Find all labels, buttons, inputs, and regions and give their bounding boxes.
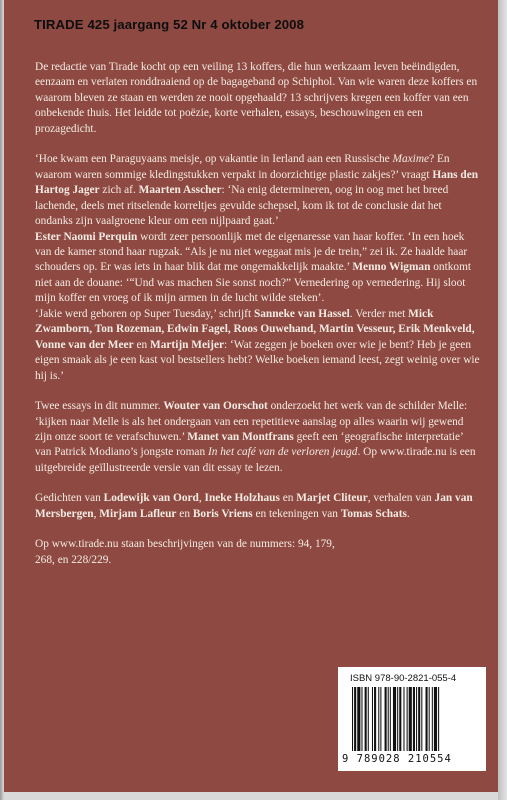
- isbn-barcode: [338, 667, 486, 771]
- italic-title: Maxime: [392, 153, 430, 166]
- ean-digits: 9 789028 210554: [342, 753, 452, 765]
- page-edge: [498, 0, 507, 800]
- isbn-label: ISBN 978-90-2821-055-4: [350, 673, 457, 684]
- author-name: Tomas Schats: [340, 507, 407, 520]
- text: ‘Jakie werd geboren op Super Tuesday,’ schrijft: [35, 307, 254, 320]
- text: onderzoekt het werk van de schilder Melle: ‘kijken naar Melle is als het ondergaan van een repetitieve aanslag op alles waarin wij gewend zijn onze soort te verafschuwen.’: [35, 400, 468, 443]
- paragraph-essays: [35, 399, 482, 476]
- author-name: Hans den Hartog Jager: [35, 168, 479, 197]
- italic-title: In het café van de verloren jeugd: [207, 446, 358, 459]
- paragraph-perquin-wigman: [35, 230, 482, 307]
- issue-header: TIRADE 425 jaargang 52 Nr 4 oktober 2008: [34, 17, 305, 32]
- text: en: [133, 338, 151, 351]
- author-name: Menno Wigman: [352, 261, 431, 274]
- author-name: Maarten Asscher: [138, 184, 222, 197]
- author-name: Wouter van Oorschot: [163, 400, 268, 413]
- text: geeft een ‘geografische interpretatie’ van Patrick Modiano’s jongste roman: [35, 430, 463, 459]
- text: en: [176, 507, 193, 520]
- author-name: Mirjam Lafleur: [99, 507, 177, 520]
- text: Gedichten van: [35, 492, 104, 505]
- author-name: Marjet Cliteur: [296, 492, 368, 505]
- text: en: [279, 492, 297, 505]
- text: ‘Hoe kwam een Paraguyaans meisje, op vakantie in Ierland aan een Russische: [35, 153, 393, 166]
- text: zich af.: [99, 184, 139, 197]
- barcode-icon: [350, 687, 474, 751]
- text: ,: [93, 507, 100, 520]
- author-name: Martijn Meijer: [150, 338, 225, 351]
- text: Twee essays in dit nummer.: [35, 400, 164, 413]
- intro-paragraph: De redactie van Tirade kocht op een veiling 13 koffers, die hun werkzaam leven beëindigden, eenzaam en verlaten ronddraaiend op de bagageband op Schiphol. Van wie waren deze koffers en waarom bleven ze staan en werden ze nooit opgehaald? 13 schrijvers kregen een koffer van een onbekende thuis. Het leidde tot poëzie, korte verhalen, essays, beschouwingen en een prozagedicht.: [35, 61, 478, 135]
- paragraph-hartog-asscher: [35, 152, 482, 229]
- text: . Op www.tirade.nu is een uitgebreide geïllustreerde versie van dit essay te lezen.: [35, 446, 476, 474]
- author-name: Sanneke van Hassel: [253, 307, 350, 320]
- text: wordt zeer persoonlijk met de eigenaresse van haar koffer. ‘In een hoek van de kamer stond haar rugzak. “Als je nu niet weggaat mis je de trein,” zei ik. Ze haalde haar schouders op. Er was iets in haar blik dat me ongemakkelijk maakte.’: [35, 230, 468, 274]
- text: ,: [198, 492, 205, 505]
- blurb-text: [35, 60, 482, 583]
- text: en tekeningen van: [252, 507, 341, 520]
- text: ? En waarom waren sommige kledingstukken verpakt in doorzichtige plastic zakjes?’ vraagt: [35, 153, 450, 181]
- author-name: Lodewijk van Oord: [103, 492, 199, 505]
- author-name: Jan van Mersbergen: [35, 492, 473, 520]
- text: : ‘Wat zeggen je boeken over wie je bent? Heb je geen eigen smaak als je een kast vol bestsellers hebt? Welke boeken iemand leest, zegt weinig over wie hij is.’: [35, 338, 480, 382]
- paragraph-contributors: [35, 491, 482, 522]
- author-name: Boris Vriens: [192, 507, 253, 520]
- paragraph-hassel-others: [35, 307, 482, 384]
- author-name: Ester Naomi Perquin: [35, 230, 138, 243]
- author-name: Manet van Montfrans: [187, 430, 294, 443]
- paragraph-website: Op www.tirade.nu staan beschrijvingen van de nummers: 94, 179, 268, en 228/229.: [35, 538, 335, 566]
- text: . Verder met: [349, 307, 409, 320]
- cover-panel: [4, 0, 498, 792]
- text: .: [406, 507, 410, 520]
- text: ontkomt niet aan de douane: ‘“Und was machen Sie sonst noch?” Vernedering op vernedering. Hij sloot mijn koffer en vroeg of ik mijn armen in de lucht wilde steken’.: [35, 261, 472, 305]
- author-name: Ineke Holzhaus: [204, 492, 280, 505]
- text: : ‘Na enig determineren, oog in oog met het breed lachende, deels met ritselende korreltjes gevulde schepsel, kom ik tot de conclusie dat het ondanks zijn vaalgroene kleur om een nijlpaard gaat.’: [35, 184, 449, 228]
- text: , verhalen van: [367, 492, 435, 505]
- author-names: Mick Zwamborn, Ton Rozeman, Edwin Fagel, Roos Ouwehand, Martin Vesseur, Erik Menkveld, Vonne van der Meer: [35, 307, 475, 351]
